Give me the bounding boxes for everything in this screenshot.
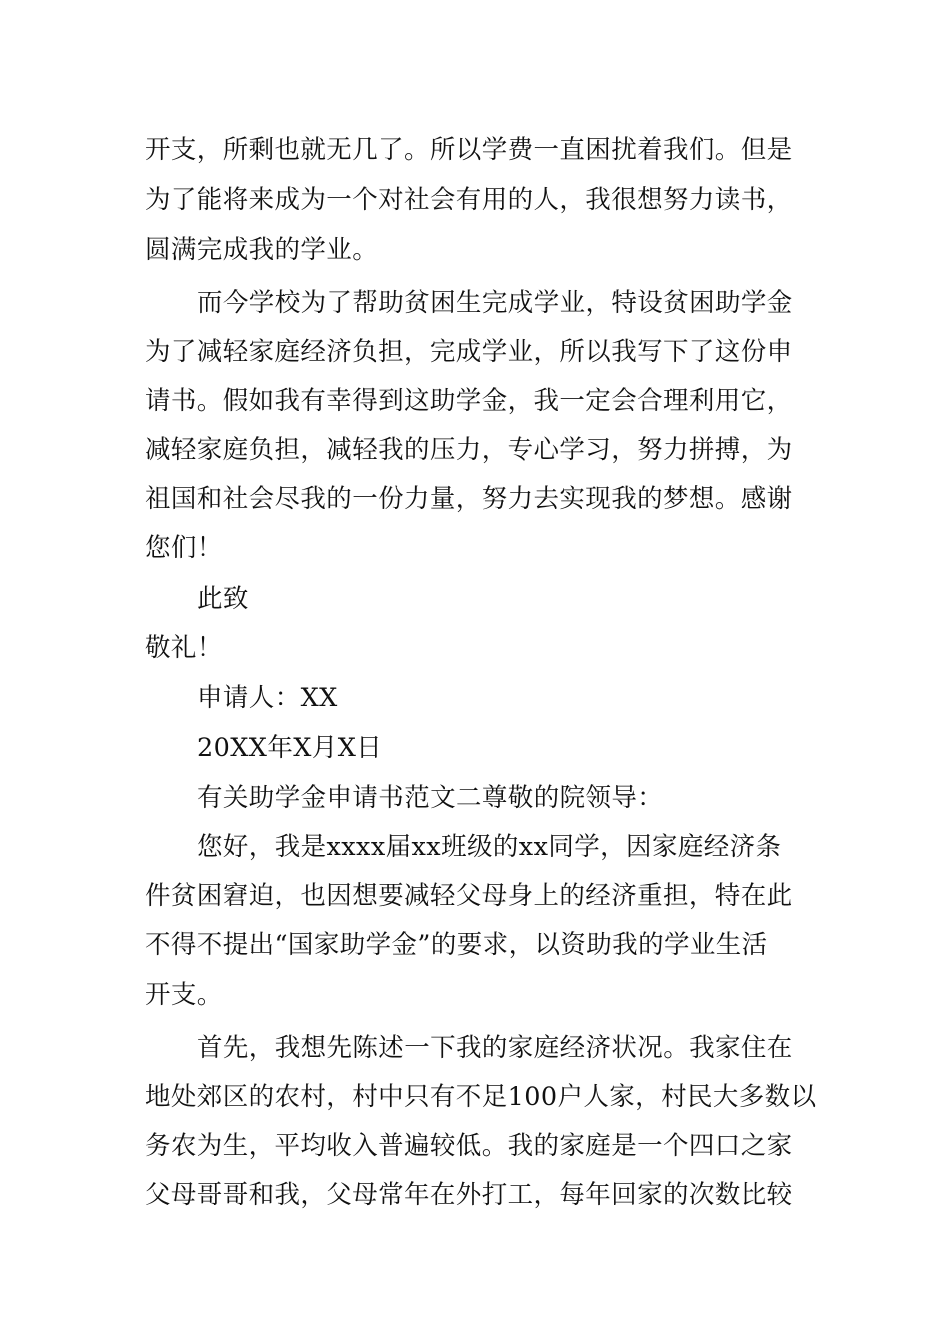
text-line: 地处郊区的农村，村中只有不足100户人家，村民大多数以 (145, 1082, 817, 1112)
text-line: 件贫困窘迫，也因想要减轻父母身上的经济重担，特在此 (145, 881, 793, 911)
text-line: 为了减轻家庭经济负担，完成学业，所以我写下了这份申 (145, 337, 793, 367)
text-line: 父母哥哥和我，父母常年在外打工，每年回家的次数比较 (145, 1180, 793, 1210)
text-line: 务农为生，平均收入普遍较低。我的家庭是一个四口之家 (145, 1131, 793, 1161)
text-line: 为了能将来成为一个对社会有用的人，我很想努力读书， (145, 185, 793, 215)
text-line: 您好，我是xxxx届xx班级的xx同学，因家庭经济条 (197, 832, 782, 862)
closing-regards: 敬礼！ (145, 633, 223, 663)
text-line: 不得不提出“国家助学金”的要求，以资助我的学业生活 (145, 930, 768, 960)
text-line: 而今学校为了帮助贫困生完成学业，特设贫困助学金 (197, 288, 793, 318)
text-line: 开支。 (145, 980, 223, 1010)
applicant-name: 申请人：XX (197, 683, 338, 713)
text-line: 减轻家庭负担，减轻我的压力，专心学习，努力拼搏，为 (145, 435, 793, 465)
text-line: 请书。假如我有幸得到这助学金，我一定会合理利用它， (145, 386, 793, 416)
text-line: 开支，所剩也就无几了。所以学费一直困扰着我们。但是 (145, 135, 793, 165)
text-line: 祖国和社会尽我的一份力量，努力去实现我的梦想。感谢 (145, 484, 793, 514)
date-line: 20XX年X月X日 (197, 733, 383, 763)
text-line: 您们！ (145, 533, 223, 563)
text-line: 首先，我想先陈述一下我的家庭经济状况。我家住在 (197, 1033, 793, 1063)
closing-salutation: 此致 (197, 584, 249, 614)
text-line: 圆满完成我的学业。 (145, 235, 379, 265)
section-heading: 有关助学金申请书范文二尊敬的院领导： (197, 783, 664, 813)
